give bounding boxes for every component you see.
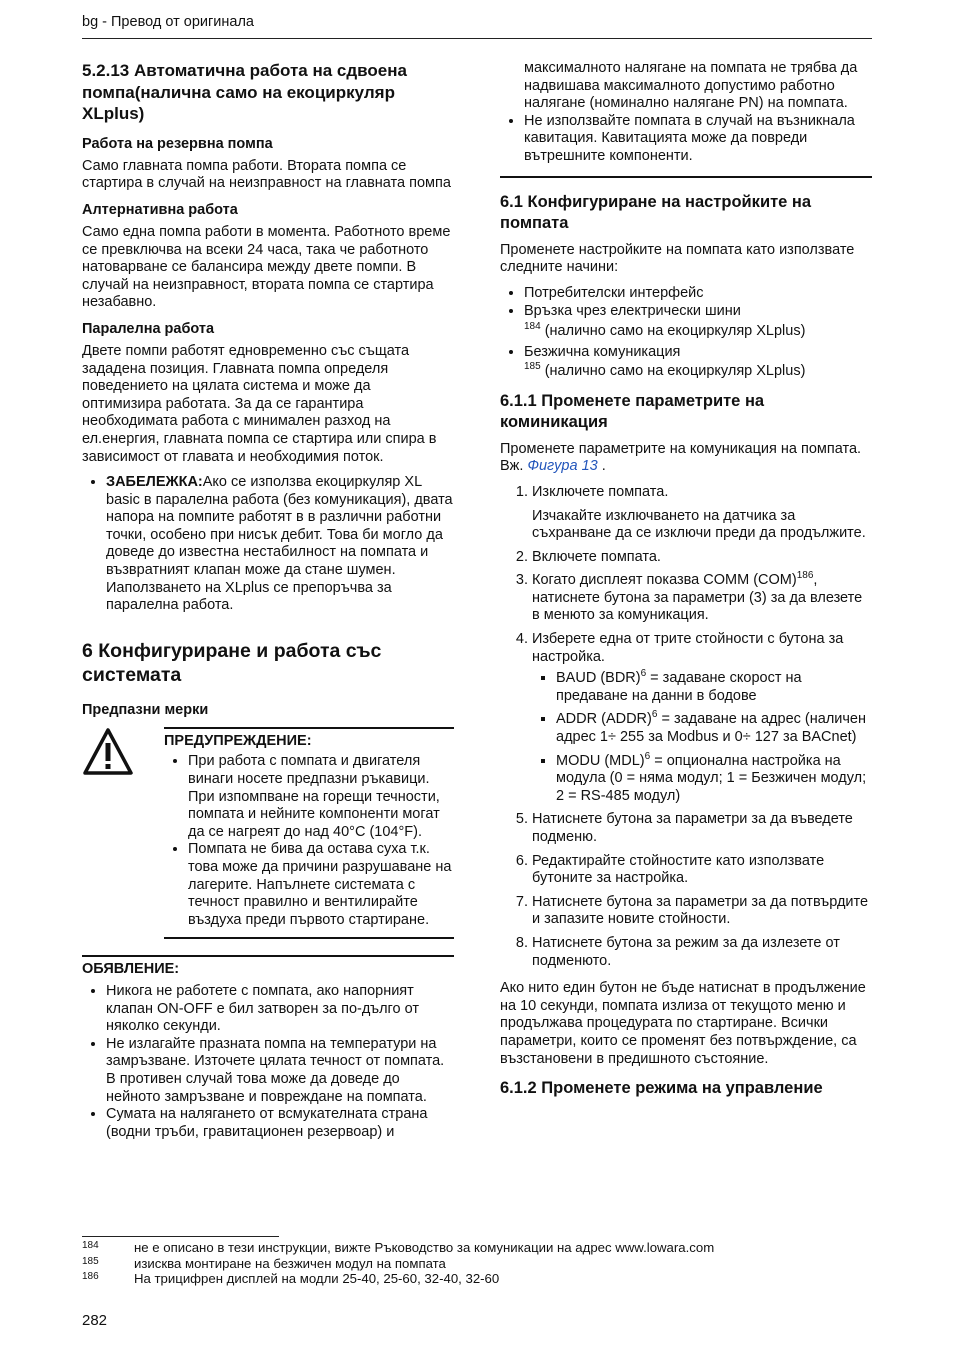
- cavitation-list: [500, 113, 872, 166]
- footnote-sup: 185: [524, 361, 541, 373]
- section-6-1-1-intro: Променете параметрите на комуникация на помпата. Вж. Фигура 13 .: [500, 440, 862, 475]
- config-way-label: Безжична комуникация: [524, 343, 681, 360]
- config-way-label: Връзка чрез електрически шини: [524, 303, 741, 320]
- option-text: = задаване на адрес (наличен адрес 1÷ 255 за Modbus и 0÷ 127 за BACnet): [556, 711, 867, 746]
- step-item: 5. Натиснете бутона за параметри за да въведете подменю.: [532, 811, 872, 846]
- footnote-ref-185: [524, 363, 872, 381]
- header-rule: [82, 38, 872, 39]
- option-text: = задаване скорост на предаване на данни в бодове: [556, 670, 802, 704]
- parallel-operation-text: Двете помпи работят едновременно със същата зададена позиция. Главната помпа определя поведението на цялата система и може да оптимизира работата. За да се гарантира необходимата работа с минимален разход на ел.енергия, главната помпа се стартира или спира в зависимост от главата и необходимия поток.: [82, 342, 437, 465]
- config-way-item: [524, 303, 872, 340]
- step-text-rest: , натиснете бутона за параметри (3) за да влезете в менюто за комуникация.: [532, 572, 863, 624]
- option-addr: [556, 711, 872, 746]
- footnote-184: [82, 1240, 872, 1256]
- section-6-1-intro: Променете настройките на помпата като използвате следните начини:: [500, 241, 855, 276]
- left-column: [82, 60, 454, 1141]
- config-way-item: • Потребителски интерфейс: [524, 285, 872, 303]
- reserve-pump-heading: Работа на резервна помпа: [82, 135, 273, 152]
- section-6-1-2-title: 6.1.2 Променете режима на управление: [500, 1079, 823, 1098]
- footnote-186: [82, 1271, 872, 1287]
- option-baud: [556, 670, 872, 705]
- footnotes: [82, 1236, 872, 1287]
- footnote-ref-184: [524, 323, 872, 341]
- option-sup: 6: [651, 709, 658, 721]
- section-6-1-title: 6.1 Конфигуриране на настройките на помпата: [500, 192, 812, 232]
- notice-title: ОБЯВЛЕНИЕ:: [82, 961, 180, 978]
- warning-triangle-icon: [82, 727, 134, 777]
- figure-13-link[interactable]: Фигура 13: [527, 458, 598, 475]
- step-item: 6. Редактирайте стойностите като използвате бутоните за настройка.: [532, 853, 872, 888]
- step-item: [532, 572, 872, 625]
- footnote-185: [82, 1256, 872, 1272]
- notice-continuation-text: максималното налягане на помпата не трябва да надвишава максималното допустимо работно налягане (номинално налягане PN) на помпата.: [524, 60, 858, 112]
- notice-end-rule: [500, 176, 872, 178]
- option-sup: 6: [644, 750, 651, 762]
- footnote-text: изисква монтиране на безжичен модул на помпата: [134, 1255, 446, 1271]
- intro-text: Променете параметрите на комуникация на помпата. Вж.: [500, 440, 862, 475]
- footnote-number: 185: [82, 1255, 99, 1267]
- note-list: [82, 474, 454, 615]
- option-label: MODU (MDL): [556, 752, 645, 769]
- warning-content: [164, 727, 454, 940]
- footnote-text: не е описано в тези инструкции, вижте Ръководство за комуникации на адрес www.lowara.com: [134, 1240, 715, 1255]
- footnote-sup: 184: [524, 321, 541, 333]
- footnote-number: 184: [82, 1240, 99, 1251]
- section-5-2-13-title: 5.2.13 Автоматична работа на сдвоена помпа(налична само на екоциркуляр XLplus): [82, 61, 407, 124]
- steps-list: [500, 484, 872, 970]
- availability-note: (налично само на екоциркуляр XLplus): [544, 322, 806, 339]
- step-item: 8. Натиснете бутона за режим за да излезете от подменюто.: [532, 935, 872, 970]
- note-item: [106, 474, 454, 615]
- timeout-text: Ако нито един бутон не бъде натиснат в продължение на 10 секунди, помпата излиза от текущото меню и продължава процедурата по стартиране. Всички параметри, които се променят без потвърждение, са възстановени в предишното състояние.: [500, 980, 866, 1067]
- reserve-pump-text: Само главната помпа работи. Втората помпа се стартира в случай на неизправност на главната помпа: [82, 157, 451, 192]
- config-way-item: [524, 344, 872, 381]
- notice-item: • Сумата на налягането от всмукателната страна (водни тръби, гравитационен резервоар) и: [106, 1106, 454, 1141]
- warning-item: • При работа с помпата и двигателя винаги носете предпазни ръкавици. При изпомпване на горещи течности, помпата и нейните компоненти могат да се нагреят до над 40°C (104°F).: [188, 753, 454, 841]
- step-text: Когато дисплеят показва COMM (COM): [532, 572, 797, 589]
- page-number: 282: [82, 1312, 108, 1329]
- config-ways-list: [500, 285, 872, 381]
- warning-item: • Помпата не бива да остава суха т.к. това може да причини разрушаване на лагерите. Напълнете системата с течност правилно и вентилирайте въздуха преди първото стартиране.: [188, 841, 454, 929]
- notice-item: • Не излагайте празната помпа на температури на замръзване. Източете цялата течност от помпата. В противен случай това може да доведе до нейното замръзване и повреждане на помпата.: [106, 1036, 454, 1106]
- option-modu: [556, 750, 872, 806]
- step-item: 2. Включете помпата.: [532, 549, 872, 567]
- step-text: Изключете помпата.: [532, 483, 669, 500]
- notice-item: • Никога не работете с помпата, ако напорният клапан ON-OFF е бил затворен за по-дълго от няколко секунди.: [106, 983, 454, 1036]
- warning-title: ПРЕДУПРЕЖДЕНИЕ:: [164, 732, 312, 749]
- option-sup: 6: [640, 668, 647, 680]
- alternative-operation-heading: Алтернативна работа: [82, 201, 238, 218]
- parallel-operation-heading: Паралелна работа: [82, 320, 215, 337]
- footnote-sup-186: 186: [796, 570, 814, 582]
- note-text: Ако се използва екоциркуляр XL basic в паралелна работа (без комуникация), двата напора на помпите работят в в различни работни точки, особено при нисък дебит. Това би могло да доведе до известна нестабилност на помпата и възвратният клапан може да стане шумен. Иаползването на XLplus се препоръчва за паралелна работа.: [106, 474, 453, 614]
- step-1-detail: Изчакайте изключването на датчика за съхранване да се изключи преди да продължите.: [532, 507, 866, 542]
- step-item: [532, 484, 872, 543]
- chapter-6-title: 6 Конфигуриране и работа със системата: [82, 639, 382, 686]
- warning-box: [82, 727, 454, 940]
- precautions-heading: Предпазни мерки: [82, 701, 209, 718]
- right-column: [500, 60, 872, 1107]
- notice-box: [82, 955, 454, 1141]
- notice-list: [82, 983, 454, 1141]
- warning-list: [164, 753, 454, 929]
- step-item: [532, 631, 872, 805]
- option-list: [532, 670, 872, 805]
- cavitation-item: • Не използвайте помпата в случай на възникнала кавитация. Кавитацията може да повреди вътрешните компоненти.: [524, 113, 872, 166]
- availability-note: (налично само на екоциркуляр XLplus): [544, 363, 806, 380]
- alternative-operation-text: Само една помпа работи в момента. Работното време се превключва на всеки 24 часа, така че работното натоварване се балансира между двете помпи. В случай на неизправност, втората помпа се стартира незабавно.: [82, 223, 451, 311]
- page-header: bg - Превод от оригинала: [82, 14, 254, 30]
- option-label: BAUD (BDR): [556, 670, 641, 687]
- step-text: Изберете една от трите стойности с бутона за настройка.: [532, 631, 844, 665]
- section-6-1-1-title: 6.1.1 Променете параметрите на коминикация: [500, 391, 765, 431]
- note-label: ЗАБЕЛЕЖКА:: [106, 474, 203, 491]
- footnote-text: На трицифрен дисплей на модли 25-40, 25-60, 32-40, 32-60: [134, 1271, 500, 1287]
- option-text: = опционална настройка на модула (0 = няма модул; 1 = Безжичен модул; 2 = RS-485 модул): [556, 752, 867, 804]
- footnote-number: 186: [82, 1271, 99, 1283]
- step-item: 7. Натиснете бутона за параметри за да потвърдите и запазите новите стойности.: [532, 894, 872, 929]
- option-label: ADDR (ADDR): [556, 711, 652, 728]
- footnote-rule: [82, 1236, 279, 1237]
